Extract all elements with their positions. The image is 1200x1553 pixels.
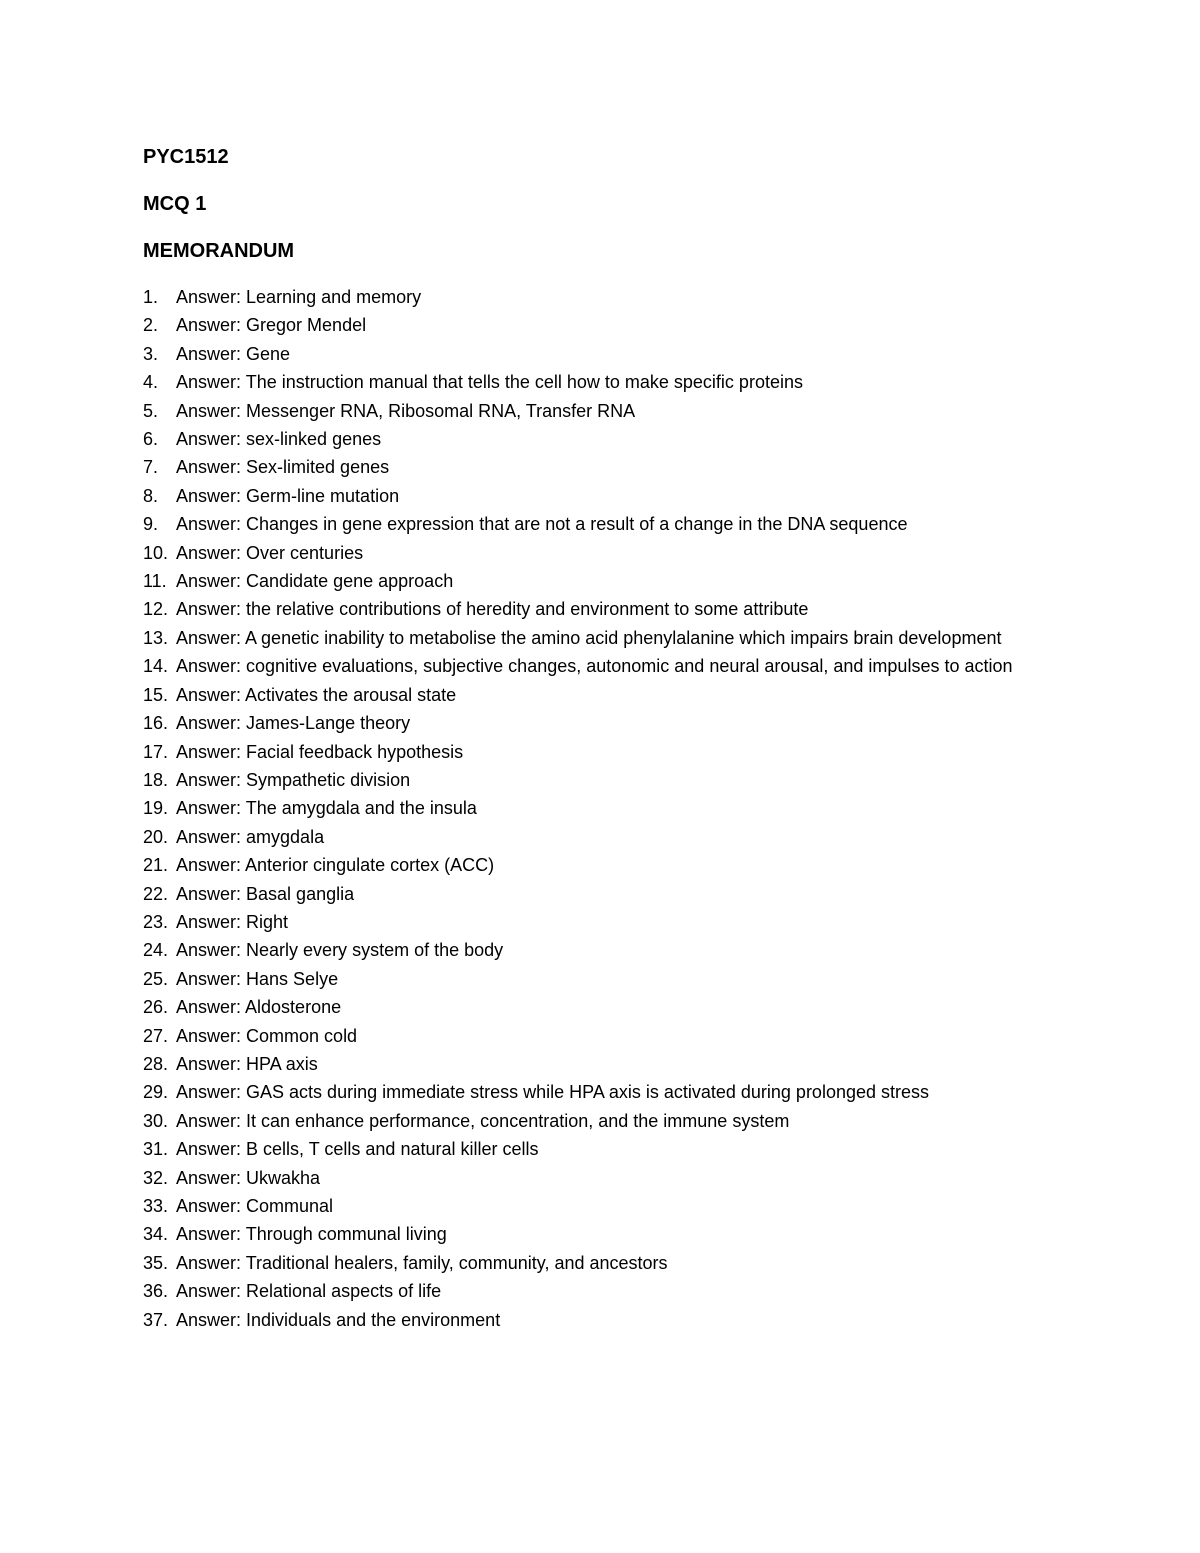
answer-number: 7. (143, 457, 159, 478)
answer-prefix: Answer: (176, 741, 247, 762)
answer-text (176, 681, 1043, 709)
answer-text (176, 368, 1043, 396)
list-item (143, 681, 1043, 709)
list-item (143, 368, 1043, 396)
answer-body: Relational aspects of life (246, 1281, 442, 1302)
answer-text (176, 823, 1043, 851)
list-item (143, 936, 1043, 964)
answer-number: 10. (143, 542, 169, 563)
answer-prefix: Answer: (176, 514, 247, 535)
list-item (143, 851, 1043, 879)
list-item (143, 283, 1043, 311)
answer-text (176, 397, 1043, 425)
answer-text (176, 311, 1043, 339)
answer-prefix: Answer: (176, 1196, 247, 1216)
answer-body: Activates the arousal state (245, 684, 457, 705)
answer-body: the relative contributions of heredity and environment to some attribute (246, 599, 809, 620)
list-item (143, 340, 1043, 368)
answer-number: 1. (143, 287, 159, 307)
list-item (143, 567, 1043, 595)
answer-prefix: Answer: (176, 1110, 247, 1131)
answer-text (176, 1220, 1043, 1248)
answer-number: 32. (143, 1167, 169, 1188)
list-item (143, 965, 1043, 993)
answer-prefix: Answer: (176, 627, 246, 648)
answer-body: Over centuries (246, 542, 364, 563)
answer-prefix: Answer: (176, 1139, 247, 1160)
answer-text (176, 965, 1043, 993)
answer-text (176, 1078, 1043, 1106)
answer-number: 26. (143, 997, 169, 1018)
answer-body: Gene (246, 343, 291, 364)
answer-text (176, 425, 1043, 453)
answer-number: 27. (143, 1025, 169, 1046)
answer-text (176, 624, 1043, 652)
answer-number: 16. (143, 713, 169, 734)
answer-body: Traditional healers, family, community, and ancestors (245, 1252, 668, 1273)
list-item (143, 1022, 1043, 1050)
list-item (143, 1249, 1043, 1277)
answer-prefix: Answer: (176, 1224, 246, 1245)
answer-body: Right (246, 911, 289, 932)
list-item (143, 1192, 1043, 1220)
answer-number: 18. (143, 769, 169, 790)
answer-prefix: Answer: (176, 911, 247, 932)
answer-number: 11. (143, 571, 167, 592)
answer-prefix: Answer: (176, 400, 247, 421)
list-item (143, 311, 1043, 339)
answer-text (176, 567, 1043, 595)
answer-text (176, 851, 1043, 879)
list-item (143, 1135, 1043, 1163)
answer-number: 5. (143, 400, 159, 421)
answer-prefix: Answer: (176, 1082, 247, 1103)
answer-prefix: Answer: (176, 315, 247, 336)
list-item (143, 738, 1043, 766)
answer-prefix: Answer: (176, 940, 247, 961)
answer-body: Hans Selye (246, 968, 339, 989)
answer-body: Ukwakha (246, 1167, 321, 1188)
answer-prefix: Answer: (176, 571, 247, 592)
list-item (143, 993, 1043, 1021)
answer-text (176, 1306, 1043, 1334)
list-item (143, 425, 1043, 453)
answer-body: Through communal living (245, 1224, 447, 1245)
answer-list (143, 283, 1043, 1334)
answer-text (176, 766, 1043, 794)
answer-text (176, 1107, 1043, 1135)
answer-body: Communal (246, 1196, 334, 1216)
answer-body: sex-linked genes (246, 429, 382, 450)
answer-text (176, 936, 1043, 964)
answer-text (176, 340, 1043, 368)
answer-prefix: Answer: (176, 883, 247, 904)
answer-prefix: Answer: (176, 1281, 247, 1302)
answer-number: 29. (143, 1082, 169, 1103)
answer-body: B cells, T cells and natural killer cells (246, 1139, 539, 1160)
list-item (143, 1078, 1043, 1106)
list-item (143, 624, 1043, 652)
answer-text (176, 1249, 1043, 1277)
answer-text (176, 1192, 1043, 1220)
answer-number: 30. (143, 1110, 169, 1131)
answer-body: GAS acts during immediate stress while HPA axis is activated during prolonged stress (246, 1082, 930, 1103)
answer-prefix: Answer: (176, 1309, 247, 1330)
answer-number: 34. (143, 1224, 169, 1245)
answer-prefix: Answer: (176, 287, 247, 307)
answer-body: Germ-line mutation (246, 485, 400, 506)
answer-number: 28. (143, 1053, 169, 1074)
answer-number: 35. (143, 1252, 169, 1273)
answer-text (176, 453, 1043, 481)
answer-body: Facial feedback hypothesis (246, 741, 464, 762)
answer-number: 25. (143, 968, 169, 989)
answer-text (176, 1164, 1043, 1192)
list-item (143, 908, 1043, 936)
list-item (143, 766, 1043, 794)
list-item (143, 482, 1043, 510)
answer-number: 4. (143, 372, 159, 393)
answer-prefix: Answer: (176, 1252, 246, 1273)
answer-body: Anterior cingulate cortex (ACC) (245, 855, 495, 876)
answer-prefix: Answer: (176, 457, 247, 478)
answer-prefix: Answer: (176, 656, 247, 677)
answer-number: 19. (143, 798, 169, 819)
answer-number: 24. (143, 940, 169, 961)
answer-body: Messenger RNA, Ribosomal RNA, Transfer RNA (246, 400, 636, 421)
answer-text (176, 794, 1043, 822)
answer-body: Candidate gene approach (246, 571, 454, 592)
answer-body: Sex-limited genes (246, 457, 390, 478)
answer-number: 21. (143, 855, 169, 876)
answer-prefix: Answer: (176, 485, 247, 506)
answer-text (176, 510, 1043, 538)
list-item (143, 794, 1043, 822)
answer-body: Sympathetic division (246, 769, 411, 790)
answer-prefix: Answer: (176, 542, 247, 563)
answer-text (176, 482, 1043, 510)
answer-text (176, 1022, 1043, 1050)
list-item (143, 1050, 1043, 1078)
answer-body: The instruction manual that tells the cell how to make specific proteins (245, 372, 803, 393)
answer-number: 13. (143, 627, 169, 648)
answer-prefix: Answer: (176, 713, 247, 734)
answer-text (176, 880, 1043, 908)
answer-prefix: Answer: (176, 343, 247, 364)
list-item (143, 453, 1043, 481)
answer-prefix: Answer: (176, 684, 246, 705)
answer-body: amygdala (246, 826, 325, 847)
memorandum-heading: MEMORANDUM (143, 240, 295, 262)
answer-number: 22. (143, 883, 169, 904)
answer-number: 3. (143, 343, 159, 364)
answer-text (176, 283, 1043, 311)
answer-body: The amygdala and the insula (245, 798, 477, 819)
answer-prefix: Answer: (176, 769, 247, 790)
answer-text (176, 595, 1043, 623)
list-item (143, 539, 1043, 567)
answer-text (176, 539, 1043, 567)
answer-body: Nearly every system of the body (246, 940, 504, 961)
answer-body: James-Lange theory (246, 713, 411, 734)
answer-body: Aldosterone (245, 997, 342, 1018)
list-item (143, 652, 1043, 680)
answer-text (176, 1277, 1043, 1305)
answer-body: Common cold (246, 1025, 358, 1046)
answer-body: It can enhance performance, concentration, and the immune system (246, 1110, 790, 1131)
answer-text (176, 1135, 1043, 1163)
answer-number: 33. (143, 1196, 169, 1216)
answer-number: 37. (143, 1309, 169, 1330)
answer-prefix: Answer: (176, 1025, 247, 1046)
answer-text (176, 738, 1043, 766)
answer-number: 17. (143, 741, 169, 762)
answer-prefix: Answer: (176, 798, 246, 819)
list-item (143, 1107, 1043, 1135)
list-item (143, 1220, 1043, 1248)
answer-prefix: Answer: (176, 855, 246, 876)
answer-body: Individuals and the environment (246, 1309, 501, 1330)
list-item (143, 397, 1043, 425)
list-item (143, 1277, 1043, 1305)
answer-body: Learning and memory (246, 287, 422, 307)
answer-prefix: Answer: (176, 997, 246, 1018)
answer-number: 14. (143, 656, 169, 677)
list-item (143, 1306, 1043, 1334)
answer-text (176, 652, 1043, 680)
answer-number: 9. (143, 514, 159, 535)
answer-number: 36. (143, 1281, 169, 1302)
answer-number: 8. (143, 485, 159, 506)
answer-prefix: Answer: (176, 968, 247, 989)
list-item (143, 595, 1043, 623)
list-item (143, 510, 1043, 538)
answer-prefix: Answer: (176, 1167, 247, 1188)
answer-number: 15. (143, 684, 169, 705)
answer-body: cognitive evaluations, subjective changes, autonomic and neural arousal, and impulses to action (246, 656, 1013, 677)
answer-text (176, 709, 1043, 737)
list-item (143, 709, 1043, 737)
answer-body: Basal ganglia (246, 883, 355, 904)
answer-number: 23. (143, 911, 169, 932)
list-item (143, 1164, 1043, 1192)
answer-text (176, 993, 1043, 1021)
list-item (143, 823, 1043, 851)
list-item (143, 880, 1043, 908)
answer-text (176, 1050, 1043, 1078)
answer-prefix: Answer: (176, 372, 246, 393)
answer-prefix: Answer: (176, 599, 247, 620)
assessment-heading: MCQ 1 (143, 193, 207, 215)
answer-prefix: Answer: (176, 826, 247, 847)
course-code-heading: PYC1512 (143, 146, 229, 168)
answer-body: A genetic inability to metabolise the amino acid phenylalanine which impairs brain development (245, 627, 1002, 648)
answer-number: 20. (143, 826, 169, 847)
answer-number: 2. (143, 315, 159, 336)
answer-body: Gregor Mendel (246, 315, 367, 336)
answer-body: HPA axis (246, 1053, 318, 1074)
answer-body: Changes in gene expression that are not a result of a change in the DNA sequence (246, 514, 908, 535)
answer-number: 12. (143, 599, 169, 620)
answer-number: 6. (143, 429, 159, 450)
answer-number: 31. (143, 1139, 169, 1160)
answer-prefix: Answer: (176, 429, 247, 450)
answer-text (176, 908, 1043, 936)
answer-prefix: Answer: (176, 1053, 247, 1074)
